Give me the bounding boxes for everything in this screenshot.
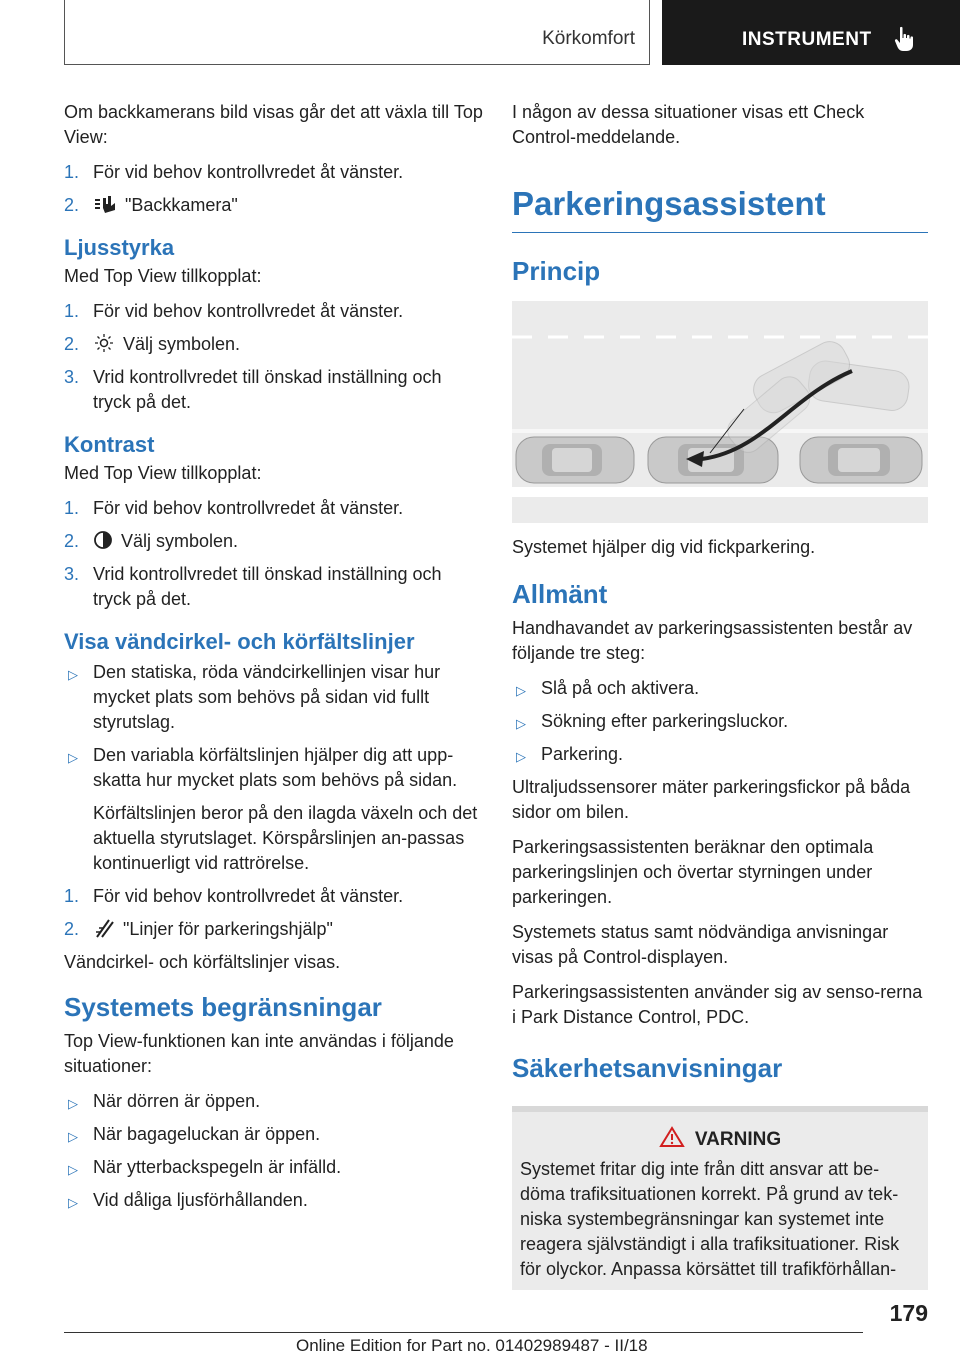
warning-box: [512, 1106, 928, 1290]
edition-note: Online Edition for Part no. 01402989487 - II/18: [296, 1336, 648, 1355]
hand-pointer-icon: [894, 26, 916, 52]
lines-bullets: [64, 660, 484, 876]
section-heading-safety: Säkerhetsanvisningar: [512, 1053, 783, 1083]
section-heading-lines: Visa vändcirkel- och körfältslinjer: [64, 629, 415, 654]
bullet-triangle-icon: ▷: [68, 667, 78, 682]
section-subtitle: Handhavandet av parkeringsassistenten består av följande tre steg:: [512, 618, 913, 663]
general-bullets: [512, 676, 928, 767]
limits-bullets: [64, 1089, 484, 1213]
section-tab-label: Körkomfort: [542, 28, 635, 49]
rear-camera-icon: [93, 194, 117, 214]
list-item: ▷ Den statiska, röda vändcirkellinjen visar hur mycket plats som behövs på sidan vid fullt styrutslag.: [68, 662, 441, 732]
list-item: 2. Välj symbolen.: [64, 334, 241, 354]
list-item: ▷ När ytterbackspegeln är infälld.: [64, 1155, 484, 1180]
section-heading-kontrast: Kontrast: [64, 432, 155, 457]
intro-steps: [64, 160, 484, 218]
bullet-triangle-icon: ▷: [68, 1096, 78, 1111]
sun-icon: [93, 333, 115, 353]
bullet-triangle-icon: ▷: [68, 1129, 78, 1144]
lines-result: Vändcirkel- och körfältslinjer visas.: [64, 952, 341, 972]
list-item: ▷ Slå på och aktivera.: [512, 676, 928, 701]
page-number: 179: [889, 1300, 928, 1326]
section-heading-limits: Systemets begränsningar: [64, 992, 382, 1022]
intro-paragraph: Om backkamerans bild visas går det att växla till Top View:: [64, 102, 483, 147]
footer-divider: [64, 1332, 863, 1333]
intro-paragraph: I någon av dessa situationer visas ett Check Control-meddelande.: [512, 102, 865, 147]
list-item: 1. För vid behov kontrollvredet åt vänster.: [64, 162, 404, 182]
section-heading-princip: Princip: [512, 256, 601, 286]
body-paragraph: Parkeringsassistenten beräknar den optimala parkeringslinjen och övertar styrningen under parkeringen.: [512, 837, 874, 907]
list-item: 3. Vrid kontrollvredet till önskad inställning och tryck på det.: [64, 367, 442, 412]
left-column: [64, 100, 484, 1221]
warning-triangle-icon: [659, 1126, 685, 1148]
brightness-steps: [64, 299, 484, 415]
body-paragraph: Parkeringsassistenten använder sig av senso-rerna i Park Distance Control, PDC.: [512, 982, 923, 1027]
section-heading-allmant: Allmänt: [512, 579, 608, 609]
parking-diagram-image: [512, 301, 928, 523]
list-item: ▷ Parkering.: [512, 742, 928, 767]
list-item: ▷ Vid dåliga ljusförhållanden.: [64, 1188, 484, 1213]
list-item: 2. Välj symbolen.: [64, 531, 239, 551]
section-subtitle: Top View-funktionen kan inte användas i följande situationer:: [64, 1031, 454, 1076]
chapter-title: Parkeringsassistent: [512, 184, 928, 233]
section-tab-label: INSTRUMENT: [742, 29, 872, 50]
bullet-triangle-icon: ▷: [516, 683, 526, 698]
bullet-triangle-icon: ▷: [516, 716, 526, 731]
parking-lines-icon: [93, 918, 115, 938]
list-item: 2. "Backkamera": [64, 195, 238, 215]
contrast-icon: [93, 530, 113, 550]
list-item: 3. Vrid kontrollvredet till önskad inställning och tryck på det.: [64, 564, 442, 609]
body-paragraph: Systemets status samt nödvändiga anvisningar visas på Control-displayen.: [512, 922, 889, 967]
list-item: 1. För vid behov kontrollvredet åt vänster.: [64, 498, 404, 518]
bullet-triangle-icon: ▷: [68, 750, 78, 765]
right-column: [512, 100, 928, 1290]
section-tab-korkomfort: [64, 0, 650, 65]
bullet-triangle-icon: ▷: [68, 1162, 78, 1177]
warning-text: Systemet fritar dig inte från ditt ansvar att be-döma trafiksituationen korrekt. På grund av tek-niska systembegränsningar kan systemet inte reagera självständigt i alla trafiksituationer. Risk för olyckor. Anpassa körsättet till trafikförhållan-: [520, 1159, 900, 1279]
list-item: ▷ Sökning efter parkeringsluckor.: [512, 709, 928, 734]
contrast-steps: [64, 496, 484, 612]
list-item: ▷ När bagageluckan är öppen.: [64, 1122, 484, 1147]
figure-caption: Systemet hjälper dig vid fickparkering.: [512, 537, 816, 557]
warning-title: VARNING: [520, 1126, 920, 1151]
section-subtitle: Med Top View tillkopplat:: [64, 463, 262, 483]
lines-steps: [64, 884, 484, 942]
list-item: 1. För vid behov kontrollvredet åt vänster.: [64, 301, 404, 321]
list-item: 1. För vid behov kontrollvredet åt vänster.: [64, 886, 404, 906]
parking-illustration: [512, 301, 928, 523]
section-subtitle: Med Top View tillkopplat:: [64, 266, 262, 286]
list-item: ▷ När dörren är öppen.: [64, 1089, 484, 1114]
section-tab-instrument: [662, 0, 960, 65]
bullet-triangle-icon: ▷: [68, 1195, 78, 1210]
section-heading-ljusstyrka: Ljusstyrka: [64, 235, 175, 260]
bullet-triangle-icon: ▷: [516, 749, 526, 764]
list-item: ▷ Den variabla körfältslinjen hjälper dig att upp-skatta hur mycket plats som behövs på sidan. Körfältslinjen beror på den ilagda växeln och det aktuella styrutslaget. Körspårslinjen an-passas kontinuerligt vid rattrörelse.: [68, 745, 478, 873]
body-paragraph: Ultraljudssensorer mäter parkeringsfickor på båda sidor om bilen.: [512, 777, 911, 822]
list-item: 2. "Linjer för parkeringshjälp": [64, 919, 333, 939]
